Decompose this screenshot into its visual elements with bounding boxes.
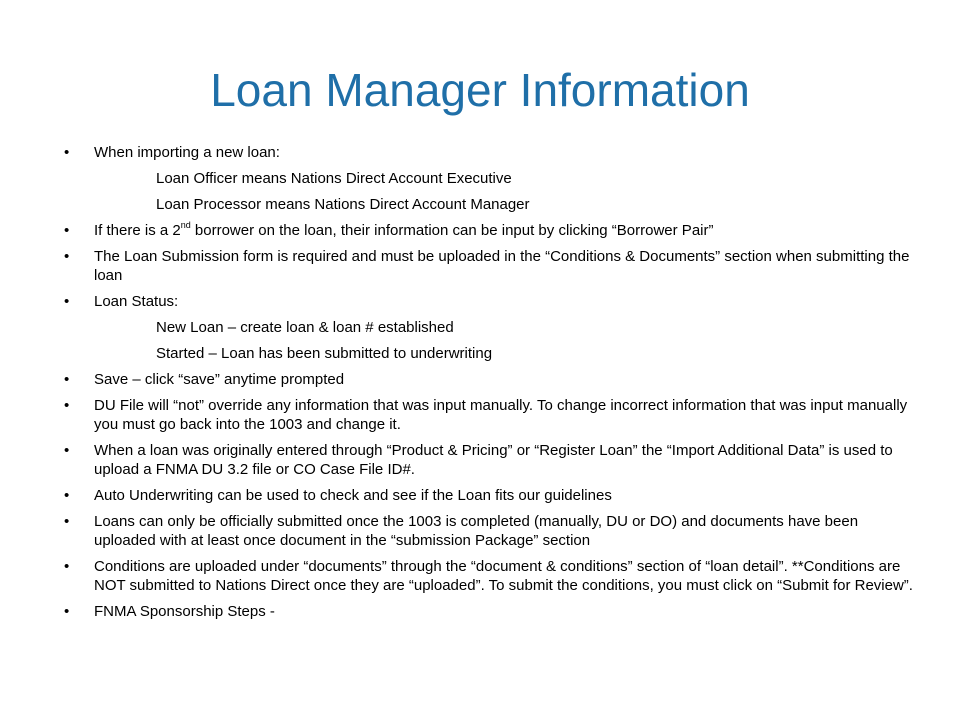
bullet-item xyxy=(64,557,914,595)
bullet-item xyxy=(64,396,914,434)
ordinal-superscript: nd xyxy=(180,220,191,230)
bullet-text: When a loan was originally entered through “Product & Pricing” or “Register Loan” the “Import Additional Data” is used to upload a FNMA DU 3.2 file or CO Case File ID#. xyxy=(94,442,893,478)
bullet-item xyxy=(64,370,914,389)
sub-item-text: Loan Officer means Nations Direct Account Executive xyxy=(156,170,512,187)
bullet-item xyxy=(64,221,914,240)
sub-item xyxy=(64,318,914,337)
sub-item xyxy=(64,344,914,363)
bullet-text: The Loan Submission form is required and must be uploaded in the “Conditions & Documents” section when submitting the loan xyxy=(94,248,910,284)
bullet-text-pre: If there is a 2 xyxy=(94,222,181,239)
sub-item-text: Loan Processor means Nations Direct Account Manager xyxy=(156,196,530,213)
bullet-text: Loan Status: xyxy=(94,293,179,310)
bullet-item xyxy=(64,486,914,505)
sub-item xyxy=(64,169,914,188)
slide-body xyxy=(64,143,914,628)
bullet-item xyxy=(64,247,914,285)
bullet-text: Save – click “save” anytime prompted xyxy=(94,371,345,388)
bullet-item xyxy=(64,292,914,311)
bullet-item xyxy=(64,602,914,621)
bullet-item xyxy=(64,441,914,479)
bullet-text: Conditions are uploaded under “documents” through the “document & conditions” section of “loan detail”. **Conditions are NOT submitted to Nations Direct once they are “uploaded”. To submit the conditions, you must click on “Submit for Review”. xyxy=(94,558,913,594)
sub-item-text: New Loan – create loan & loan # established xyxy=(156,319,454,336)
bullet-item xyxy=(64,512,914,550)
bullet-text: FNMA Sponsorship Steps - xyxy=(94,603,275,620)
sub-item xyxy=(64,195,914,214)
bullet-text-post: borrower on the loan, their information can be input by clicking “Borrower Pair” xyxy=(190,222,714,239)
slide-title: Loan Manager Information xyxy=(210,64,750,116)
bullet-text: When importing a new loan: xyxy=(94,144,280,161)
bullet-text: Auto Underwriting can be used to check and see if the Loan fits our guidelines xyxy=(94,487,612,504)
bullet-item xyxy=(64,143,914,162)
bullet-text: Loans can only be officially submitted once the 1003 is completed (manually, DU or DO) and documents have been uploaded with at least once document in the “submission Package” section xyxy=(94,513,859,549)
bullet-text: DU File will “not” override any information that was input manually. To change incorrect information that was input manually you must go back into the 1003 and change it. xyxy=(94,397,908,433)
sub-item-text: Started – Loan has been submitted to underwriting xyxy=(156,345,493,362)
